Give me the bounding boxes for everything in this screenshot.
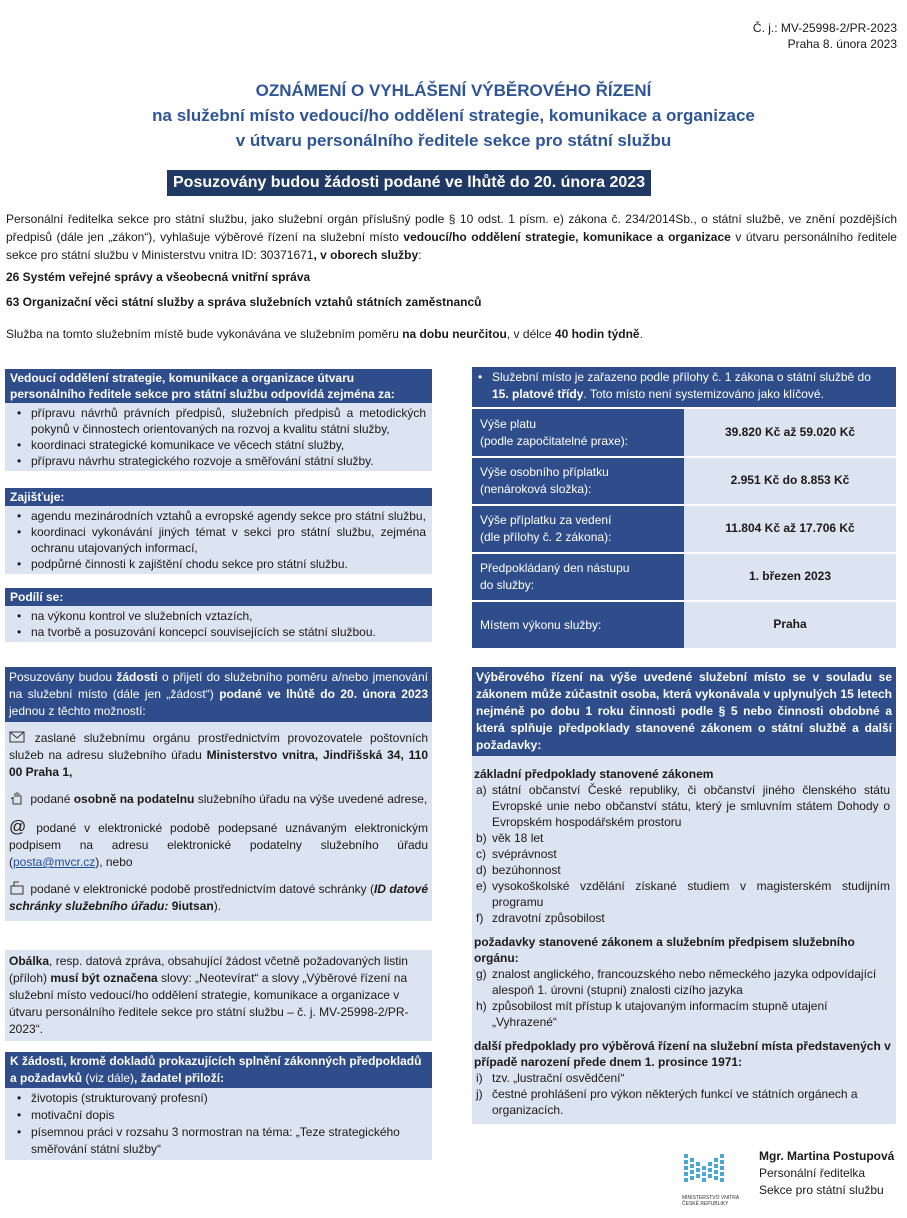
- intro-colon: :: [418, 248, 422, 262]
- intro-paragraph: [6, 210, 897, 264]
- list-item: [476, 1086, 890, 1118]
- attachments-list: [5, 1088, 432, 1160]
- pay-value: 39.820 Kč až 59.020 Kč: [684, 409, 896, 457]
- at-icon: @: [9, 817, 27, 836]
- data-box-icon: [9, 881, 25, 895]
- pay-label-text: Místem výkonu služby:: [480, 617, 602, 632]
- envelope-keyword: Obálka: [9, 954, 50, 968]
- list-text: čestné prohlášení pro výkon některých funkcí ve státních orgánech a organizacích.: [492, 1087, 858, 1117]
- submission-deadline: podané ve lhůtě do 20. února 2023: [219, 687, 428, 701]
- classification-note: . Toto místo není systemizováno jako klíčové.: [583, 387, 824, 401]
- email-link[interactable]: posta@mvcr.cz: [13, 855, 96, 869]
- list-item: • koordinaci strategické komunikace ve věcech státní služby,: [11, 437, 426, 453]
- duties-list: [5, 403, 432, 471]
- basic-requirements-list: [474, 782, 894, 926]
- duties-header: Vedoucí oddělení strategie, komunikace a organizace útvaru personálního ředitele sekce pro státní službu odpovídá zejména za:: [5, 369, 432, 403]
- bullet-icon: •: [478, 370, 483, 384]
- option-post-text: zaslané služebnímu orgánu prostřednictvím provozovatele poštovních služeb na adresu služebního úřadu: [9, 731, 428, 762]
- option-data-box-end: ).: [213, 899, 222, 913]
- list-marker: j): [476, 1087, 483, 1101]
- data-box-id: 9iutsan: [168, 899, 214, 913]
- list-item: • agendu mezinárodních vztahů a evropské agendy sekce pro státní službu,: [11, 508, 426, 524]
- list-text: bezúhonnost: [492, 863, 561, 877]
- list-item: • přípravu návrhu strategického rozvoje a směřování státní služby.: [11, 453, 426, 469]
- option-in-person: [9, 791, 428, 808]
- list-item: • životopis (strukturovaný profesní): [11, 1090, 426, 1107]
- attachments-header-text: K žádosti, kromě dokladů prokazujících splnění zákonných předpokladů a požadavků: [10, 1054, 422, 1085]
- submission-text-3: jednou z těchto možností:: [9, 704, 146, 718]
- list-marker: c): [476, 847, 486, 861]
- pay-label-text: Výše osobního příplatku (nenároková složka):: [480, 465, 609, 496]
- list-item: • podpůrné činnosti k zajištění chodu sekce pro státní službu.: [11, 556, 426, 572]
- pay-value: 2.951 Kč do 8.853 Kč: [684, 457, 896, 505]
- pay-table: [472, 409, 896, 650]
- intro-text: Personální ředitelka sekce pro státní službu, jako služební orgán příslušný podle § 10 odst. 1 písm. e) zákona č. 234/2014Sb., o státní službě, ve znění pozdějších předpisů (dále jen „zákon“), vyhlašuje výběrové řízení na služební místo: [6, 212, 897, 244]
- list-text: způsobilost mít přístup k utajovaným informacím stupně utajení „Vyhrazené“: [492, 999, 828, 1029]
- pay-label: [472, 601, 684, 649]
- list-item: [476, 1070, 890, 1086]
- submission-keyword: žádosti: [116, 670, 158, 684]
- signatory-name: Mgr. Martina Postupová: [759, 1149, 895, 1163]
- ensures-header: Zajišťuje:: [5, 488, 432, 506]
- requirements-panel: [472, 667, 896, 1124]
- participates-header: Podílí se:: [5, 588, 432, 606]
- service-terms-text: Služba na tomto služebním místě bude vykonávána ve služebním poměru: [6, 327, 403, 341]
- service-terms: [6, 325, 897, 343]
- office-address: Ministerstvo vnitra, Jindřišská 34, 110 00 Praha 1,: [9, 748, 428, 779]
- option-email-text: podané v elektronické podobě podepsané uznávaným elektronickým podpisem na adresu elektronické podatelny služebního úřadu (: [9, 821, 428, 869]
- list-marker: h): [476, 999, 487, 1013]
- submission-options: [5, 722, 432, 921]
- list-item: • motivační dopis: [11, 1107, 426, 1124]
- submission-header: [5, 667, 432, 722]
- participates-list: [5, 606, 432, 642]
- table-row: [472, 505, 896, 553]
- pay-label: [472, 505, 684, 553]
- pay-grade: 15. platové třídy: [492, 387, 584, 401]
- list-item: • přípravu návrhů právních předpisů, služebních předpisů a metodických pokynů v činnostech orientovaných na rozvoj a kvalitu státní služby,: [11, 405, 426, 437]
- list-item: [476, 862, 890, 878]
- envelope-note: [5, 950, 432, 1041]
- hand-icon: [9, 791, 25, 805]
- list-item: [476, 878, 890, 910]
- envelope-text-2: slovy: „Neotevírat“ a slovy „Výběrové řízení na služební místo vedoucí/ho oddělení strategie, komunikace a organizace v útvaru personálního ředitele sekce pro státní službu – č. j. MV-25998-2/PR-2023“.: [9, 971, 409, 1036]
- submission-panel: [5, 667, 432, 921]
- list-marker: d): [476, 863, 487, 877]
- law-requirements-title: požadavky stanovené zákonem a služebním předpisem služebního orgánu:: [474, 935, 855, 965]
- extra-requirements-list: [474, 1070, 894, 1118]
- list-item: • koordinaci vykonávání jiných témat v sekci pro státní službu, zejména ochranu utajovaných informací,: [11, 524, 426, 556]
- ensures-list: [5, 506, 432, 574]
- signature-block: [759, 1148, 894, 1199]
- option-in-person-text: podané: [27, 792, 74, 806]
- pay-value: 1. březen 2023: [684, 553, 896, 601]
- data-box-label: ID datové schránky služebního úřadu:: [9, 882, 428, 913]
- requirements-body: [472, 756, 896, 1124]
- option-data-box-text: podané v elektronické podobě prostřednictvím datové schránky (: [27, 882, 374, 896]
- list-marker: i): [476, 1071, 483, 1085]
- service-field-63: 63 Organizační věci státní služby a správa služebních vztahů státních zaměstnanců: [6, 295, 482, 309]
- logo-text-1: MINISTERSTVO VNITRA: [682, 1195, 740, 1202]
- title-line-2: na služební místo vedoucí/ho oddělení strategie, komunikace a organizace: [152, 106, 755, 125]
- pay-value: Praha: [684, 601, 896, 649]
- signatory-unit: Sekce pro státní službu: [759, 1183, 884, 1197]
- document-reference: [753, 20, 897, 52]
- classification-text: Služební místo je zařazeno podle přílohy č. 1 zákona o státní službě do: [492, 370, 871, 384]
- list-marker: g): [476, 967, 487, 981]
- in-person-label: osobně na podatelnu: [73, 792, 195, 806]
- title-line-1: OZNÁMENÍ O VYHLÁŠENÍ VÝBĚROVÉHO ŘÍZENÍ: [255, 81, 652, 100]
- list-item: • písemnou práci v rozsahu 3 normostran na téma: „Teze strategického směřování státní služby“: [11, 1124, 426, 1158]
- attachments-panel: [5, 1052, 432, 1160]
- list-item: [476, 998, 890, 1030]
- logo-text-2: ČESKÉ REPUBLIKY: [682, 1201, 729, 1208]
- list-text: zdravotní způsobilost: [492, 911, 605, 925]
- title-line-3: v útvaru personálního ředitele sekce pro státní službu: [235, 131, 672, 150]
- option-post: [9, 730, 428, 781]
- attachments-header: [5, 1052, 432, 1088]
- signatory-role: Personální ředitelka: [759, 1166, 866, 1180]
- deadline-banner: Posuzovány budou žádosti podané ve lhůtě do 20. února 2023: [167, 170, 651, 196]
- list-marker: e): [476, 879, 487, 893]
- option-email-text-2: ), nebo: [95, 855, 133, 869]
- document-title: [0, 78, 907, 153]
- table-row: [472, 457, 896, 505]
- pay-label: [472, 457, 684, 505]
- duties-panel: [5, 369, 432, 471]
- table-row: [472, 409, 896, 457]
- ensures-panel: [5, 488, 432, 574]
- pay-label-text: Výše platu (podle započitatelné praxe):: [480, 416, 629, 448]
- classification-panel: [472, 367, 896, 407]
- ministry-logo: [682, 1150, 738, 1207]
- table-row: [472, 553, 896, 601]
- pay-label-text: Výše příplatku za vedení (dle přílohy č. 2 zákona):: [480, 513, 612, 544]
- intro-text-end: v útvaru personálního ředitele sekce pro státní službu v Ministerstvu vnitra ID: 30371671: [6, 230, 897, 262]
- service-duration: na dobu neurčitou: [402, 327, 507, 341]
- envelope-icon: [9, 730, 25, 744]
- service-field-26: 26 Systém veřejné správy a všeobecná vnitřní správa: [6, 270, 311, 284]
- basic-requirements-title: základní předpoklady stanovené zákonem: [474, 767, 714, 781]
- list-text: znalost anglického, francouzského nebo německého jazyka odpovídající alespoň 1. úrovni (stupni) znalosti cizího jazyka: [492, 967, 877, 997]
- submission-text: Posuzovány budou: [9, 670, 117, 684]
- pay-value: 11.804 Kč až 17.706 Kč: [684, 505, 896, 553]
- list-item: [476, 830, 890, 846]
- list-marker: f): [476, 911, 484, 925]
- list-item: [476, 846, 890, 862]
- option-in-person-text-2: služebního úřadu na výše uvedené adrese,: [194, 792, 428, 806]
- envelope-text: , resp. datová zpráva, obsahující žádost včetně požadovaných listin (příloh): [9, 954, 408, 985]
- list-text: státní občanství České republiky, či občanství jiného členského státu Evropské unie nebo občanství státu, který je smluvním státem Dohody o Evropském hospodářském prostoru: [492, 783, 890, 829]
- list-text: vysokoškolské vzdělání získané studiem v magisterském studijním programu: [492, 879, 890, 909]
- service-terms-text-2: , v délce: [506, 327, 555, 341]
- reference-date: Praha 8. února 2023: [787, 37, 897, 51]
- list-item: • na výkonu kontrol ve služebních vztazích,: [11, 608, 426, 624]
- list-item: [476, 966, 890, 998]
- list-text: věk 18 let: [492, 831, 544, 845]
- extra-requirements-title: další předpoklady pro výběrová řízení na služební místa představených v případě narození přede dnem 1. prosince 1971:: [474, 1039, 891, 1069]
- list-item: [476, 782, 890, 830]
- attachments-see-below: (viz dále): [82, 1071, 135, 1085]
- participates-panel: [5, 588, 432, 642]
- list-text: tzv. „lustrační osvědčení“: [492, 1071, 625, 1085]
- option-email: [9, 818, 428, 871]
- submission-text-2: o přijetí do služebního poměru a/nebo jmenování na služební místo (dále jen „žádost“): [9, 670, 428, 701]
- attachments-header-end: , žadatel přiloží:: [134, 1071, 225, 1085]
- requirements-header: Výběrového řízení na výše uvedené služební místo se v souladu se zákonem může zúčastnit osoba, která vykonávala v uplynulých 15 letech nejméně po dobu 1 roku činnosti podle § 5 nebo činnosti obdobné a která splňuje předpoklady stanovené zákonem o státní službě a další požadavky:: [472, 667, 896, 756]
- list-marker: a): [476, 783, 487, 797]
- ministry-logo-icon: [682, 1150, 732, 1190]
- pay-label: [472, 409, 684, 457]
- list-item: [476, 910, 890, 926]
- pay-label-text: Předpokládaný den nástupu do služby:: [480, 561, 630, 592]
- list-marker: b): [476, 831, 487, 845]
- intro-position-name: vedoucí/ho oddělení strategie, komunikace a organizace: [403, 230, 731, 244]
- reference-number: Č. j.: MV-25998-2/PR-2023: [752, 21, 897, 35]
- option-data-box: [9, 881, 428, 915]
- list-item: • na tvorbě a posuzování koncepcí souvisejících se státní službou.: [11, 624, 426, 640]
- intro-fields-label: , v oborech služby: [313, 248, 419, 262]
- service-hours: 40 hodin týdně: [554, 327, 640, 341]
- law-requirements-list: [474, 966, 894, 1030]
- envelope-must-label: musí být označena: [50, 971, 158, 985]
- pay-label: [472, 553, 684, 601]
- table-row: [472, 601, 896, 649]
- service-terms-end: .: [639, 327, 643, 341]
- list-text: svéprávnost: [492, 847, 557, 861]
